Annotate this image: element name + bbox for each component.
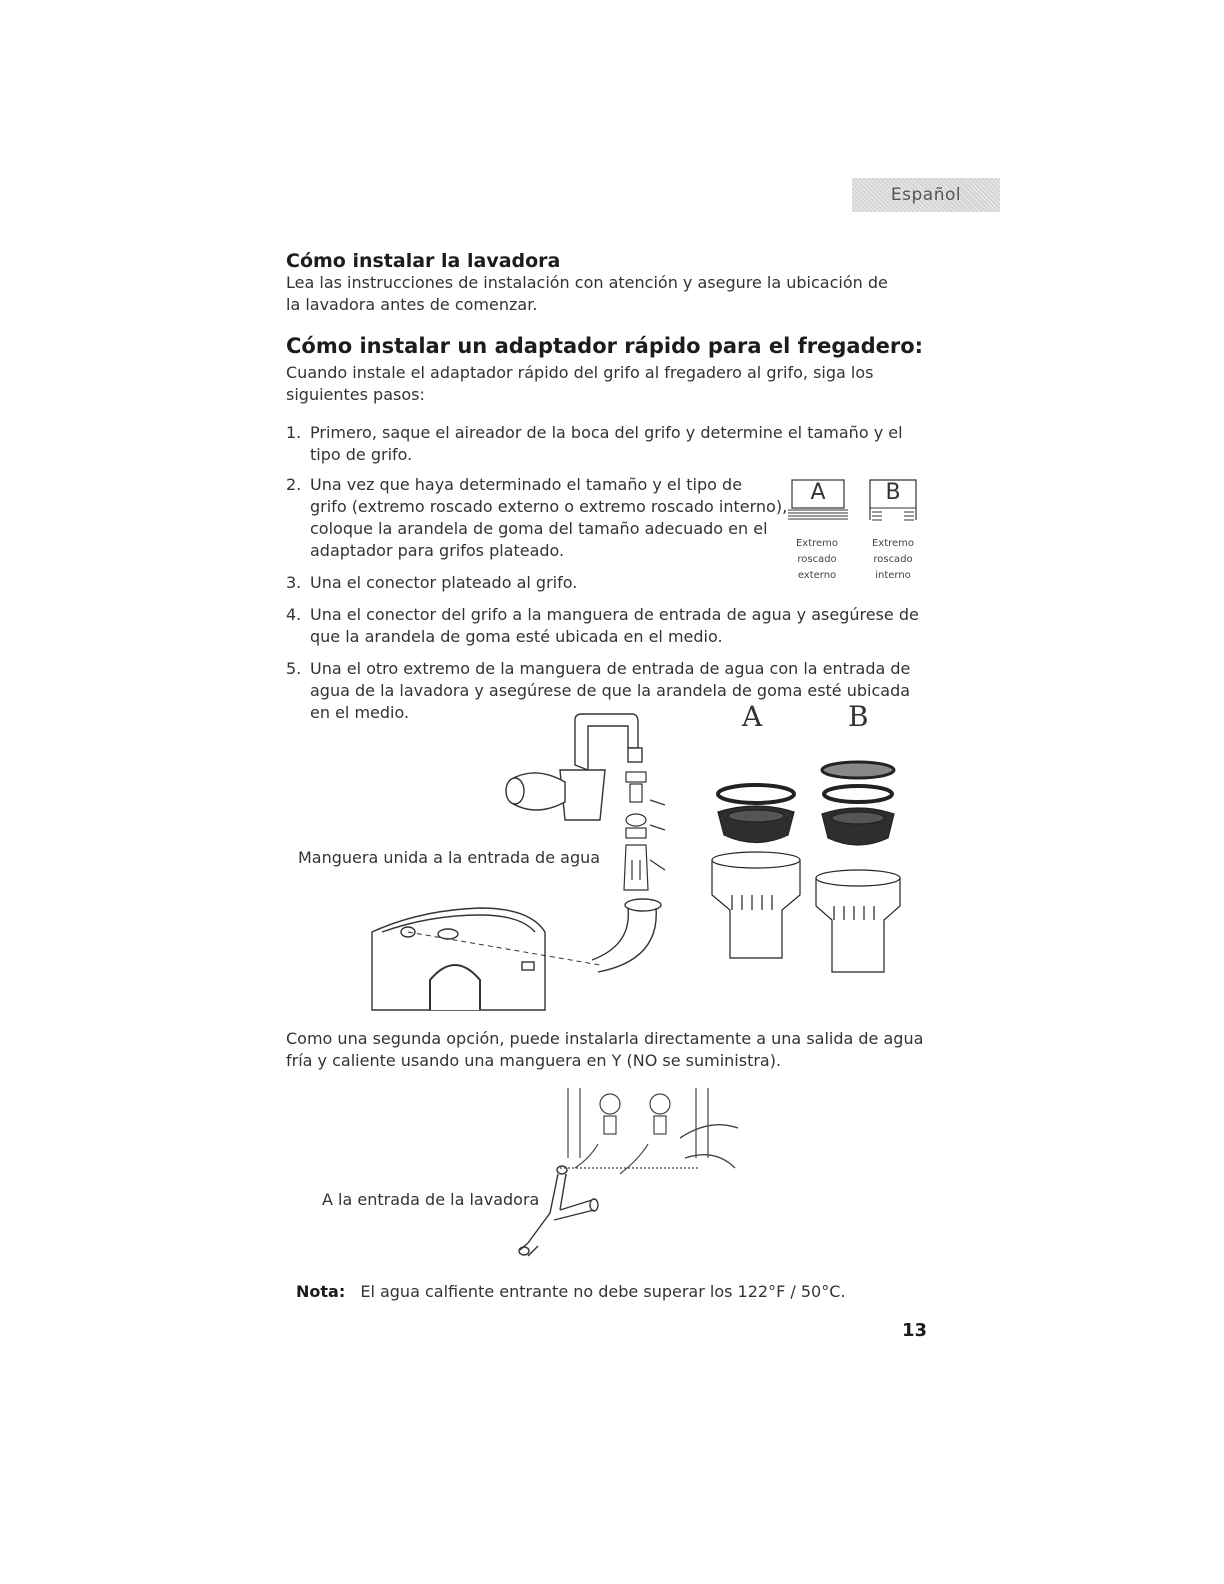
thread-type-b-letter: B [885,480,901,505]
step-number: 5. [286,659,302,678]
step-1 [286,422,926,466]
step-text: Una el conector plateado al grifo. [310,573,578,592]
note [296,1282,845,1301]
adapter-a-parts [712,785,800,958]
step-number: 2. [286,475,302,494]
note-label: Nota: [296,1282,346,1301]
step-text: Una el otro extremo de la manguera de entrada de agua con la entrada de agua de la lavadora y asegúrese de que la arandela de goma esté ubicada en el medio. [310,659,911,722]
inlet-hose [592,899,661,972]
step-text: Una el conector del grifo a la manguera de entrada de agua y asegúrese de que la arandela de goma esté ubicada en el medio. [310,605,919,646]
adapter-a-label: A [742,700,763,733]
step-number: 1. [286,423,302,442]
page-number: 13 [902,1320,928,1341]
faucet-adapter-stack [624,772,665,890]
section-intro-install-washer: Lea las instrucciones de instalación con atención y asegure la ubicación de la lavadora antes de comenzar. [286,273,888,314]
section-intro-sink-adapter: Cuando instale el adaptador rápido del grifo al fregadero al grifo, siga los siguientes pasos: [286,363,874,404]
faucet-illustration [506,714,642,820]
thread-type-b-diagram [866,478,920,538]
figure2-caption: A la entrada de la lavadora [322,1190,540,1209]
section-title-install-washer: Cómo instalar la lavadora [286,250,561,272]
step-text: Una vez que haya determinado el tamaño y el tipo de grifo (extremo roscado externo o extremo roscado interno), coloque la arandela de goma del tamaño adecuado en el adaptador para grifos plateado. [310,475,788,560]
step-4 [286,604,926,648]
language-tab: Español [852,178,1000,212]
thread-type-a-label: Extremo roscado externo [795,538,839,581]
washer-illustration [372,908,600,1010]
y-hose-diagram [520,1088,740,1258]
thread-type-b-label: Extremo roscado interno [871,538,915,581]
water-outlets-illustration [560,1088,738,1174]
step-number: 3. [286,573,302,592]
second-option-text: Como una segunda opción, puede instalarla directamente a una salida de agua fría y caliente usando una manguera en Y (NO se suministra). [286,1029,924,1070]
step-3 [286,572,766,594]
y-hose-illustration [519,1166,598,1256]
section-title-sink-adapter: Cómo instalar un adaptador rápido para el fregadero: [286,334,924,358]
adapter-b-parts [816,762,900,972]
step-text: Primero, saque el aireador de la boca del grifo y determine el tamaño y el tipo de grifo. [310,423,903,464]
step-2 [286,474,788,562]
faucet-washer-diagram [360,710,960,1020]
step-number: 4. [286,605,302,624]
note-text: El agua calfiente entrante no debe superar los 122°F / 50°C. [360,1282,846,1301]
adapter-b-label: B [848,700,869,733]
figure1-caption: Manguera unida a la entrada de agua [298,848,601,867]
thread-type-a-diagram [788,478,848,538]
thread-type-a-letter: A [810,480,826,505]
